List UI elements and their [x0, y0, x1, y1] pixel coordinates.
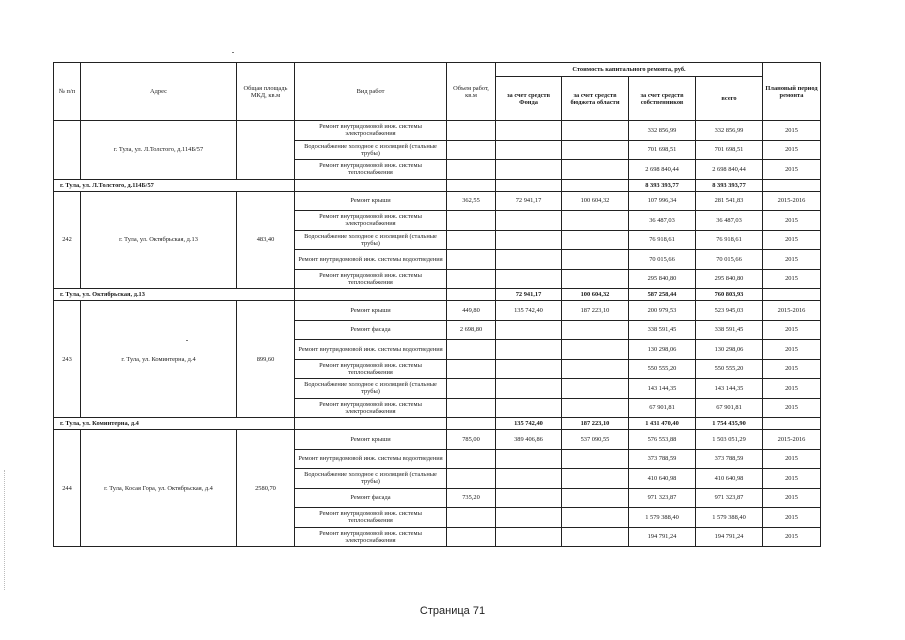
period-cell: 2015 [763, 160, 821, 180]
period-cell: 2015 [763, 469, 821, 489]
fund-cell: 72 941,17 [496, 191, 562, 211]
work-type-cell: Ремонт крыши [295, 301, 447, 321]
document-sheet [53, 62, 818, 547]
subtotal-total: 1 754 435,90 [696, 418, 763, 430]
owners-cell: 295 840,80 [629, 269, 696, 289]
owners-cell: 410 640,98 [629, 469, 696, 489]
region-cell [562, 121, 629, 141]
subtotal-fund: 135 742,40 [496, 418, 562, 430]
fund-cell [496, 379, 562, 399]
subtotal-region: 100 604,32 [562, 289, 629, 301]
period-cell: 2015 [763, 140, 821, 160]
work-type-cell: Ремонт фасада [295, 488, 447, 508]
table-row [54, 191, 821, 211]
total-cost-cell: 332 856,99 [696, 121, 763, 141]
area-cell: 899,60 [237, 301, 295, 418]
row-number [54, 121, 81, 180]
address-cell: г. Тула, Косая Гора, ул. Октябрьская, д.4 [81, 430, 237, 547]
row-number: 244 [54, 430, 81, 547]
total-cost-cell: 1 579 388,40 [696, 508, 763, 528]
subtotal-label: г. Тула, ул. Коминтерна, д.4 [54, 418, 295, 430]
period-cell: 2015 [763, 121, 821, 141]
owners-cell: 550 555,20 [629, 359, 696, 379]
subtotal-empty-cell [295, 179, 447, 191]
cost-group-header: Стоимость капитального ремонта, руб. [496, 63, 763, 77]
work-type-cell: Ремонт внутридомовой инж. системы теплоснабжения [295, 160, 447, 180]
volume-cell [447, 250, 496, 270]
work-type-cell: Водоснабжение холодное с изоляцией (стальные трубы) [295, 469, 447, 489]
period-cell: 2015 [763, 211, 821, 231]
fund-cell [496, 488, 562, 508]
subtotal-row [54, 418, 821, 430]
total-cost-cell: 2 698 840,44 [696, 160, 763, 180]
total-cost-cell: 67 901,81 [696, 398, 763, 418]
owners-cell: 332 856,99 [629, 121, 696, 141]
subtotal-empty-cell [295, 289, 447, 301]
owners-cell: 76 918,61 [629, 230, 696, 250]
col-owners-header: за счет средств собственников [629, 77, 696, 121]
col-work-type-header: Вид работ [295, 63, 447, 121]
region-cell [562, 449, 629, 469]
period-cell: 2015-2016 [763, 301, 821, 321]
period-cell: 2015 [763, 340, 821, 360]
subtotal-region [562, 179, 629, 191]
table-row [54, 430, 821, 450]
period-cell: 2015 [763, 359, 821, 379]
total-cost-cell: 36 487,03 [696, 211, 763, 231]
work-type-cell: Ремонт фасада [295, 320, 447, 340]
owners-cell: 130 298,06 [629, 340, 696, 360]
work-type-cell: Водоснабжение холодное с изоляцией (стальные трубы) [295, 379, 447, 399]
total-cost-cell: 295 840,80 [696, 269, 763, 289]
owners-cell: 67 901,81 [629, 398, 696, 418]
scan-speck [232, 52, 234, 53]
owners-cell: 200 979,53 [629, 301, 696, 321]
volume-cell [447, 398, 496, 418]
subtotal-owners: 8 393 393,77 [629, 179, 696, 191]
fund-cell: 389 406,86 [496, 430, 562, 450]
total-cost-cell: 410 640,98 [696, 469, 763, 489]
fund-cell [496, 140, 562, 160]
region-cell [562, 211, 629, 231]
period-cell: 2015 [763, 320, 821, 340]
subtotal-empty-cell [295, 418, 447, 430]
volume-cell [447, 160, 496, 180]
col-address-header: Адрес [81, 63, 237, 121]
subtotal-owners: 1 431 470,40 [629, 418, 696, 430]
region-cell [562, 320, 629, 340]
total-cost-cell: 143 144,35 [696, 379, 763, 399]
region-cell [562, 230, 629, 250]
volume-cell [447, 379, 496, 399]
address-cell: г. Тула, ул. Л.Толстого, д.114Б/57 [81, 121, 237, 180]
fund-cell [496, 469, 562, 489]
fund-cell [496, 449, 562, 469]
fund-cell [496, 211, 562, 231]
owners-cell: 70 015,66 [629, 250, 696, 270]
work-type-cell: Водоснабжение холодное с изоляцией (стальные трубы) [295, 140, 447, 160]
region-cell: 537 090,55 [562, 430, 629, 450]
owners-cell: 338 591,45 [629, 320, 696, 340]
row-number: 242 [54, 191, 81, 289]
work-type-cell: Ремонт крыши [295, 430, 447, 450]
subtotal-empty-cell [763, 418, 821, 430]
fund-cell [496, 250, 562, 270]
volume-cell [447, 140, 496, 160]
owners-cell: 701 698,51 [629, 140, 696, 160]
period-cell: 2015 [763, 488, 821, 508]
volume-cell [447, 527, 496, 547]
volume-cell [447, 211, 496, 231]
volume-cell [447, 469, 496, 489]
region-cell [562, 160, 629, 180]
subtotal-region: 187 223,10 [562, 418, 629, 430]
area-cell [237, 121, 295, 180]
total-cost-cell: 281 541,83 [696, 191, 763, 211]
work-type-cell: Водоснабжение холодное с изоляцией (стальные трубы) [295, 230, 447, 250]
subtotal-label: г. Тула, ул. Октябрьская, д.13 [54, 289, 295, 301]
region-cell: 187 223,10 [562, 301, 629, 321]
period-cell: 2015 [763, 269, 821, 289]
subtotal-row [54, 179, 821, 191]
volume-cell [447, 230, 496, 250]
subtotal-empty-cell [763, 289, 821, 301]
region-cell [562, 340, 629, 360]
subtotal-total: 8 393 393,77 [696, 179, 763, 191]
period-cell: 2015 [763, 449, 821, 469]
volume-cell [447, 359, 496, 379]
volume-cell [447, 449, 496, 469]
fund-cell: 135 742,40 [496, 301, 562, 321]
period-cell: 2015 [763, 379, 821, 399]
col-area-header: Общая площадь МКД, кв.м [237, 63, 295, 121]
volume-cell [447, 340, 496, 360]
region-cell [562, 469, 629, 489]
work-type-cell: Ремонт внутридомовой инж. системы водоотведения [295, 449, 447, 469]
col-fund-header: за счет средств Фонда [496, 77, 562, 121]
fund-cell [496, 398, 562, 418]
subtotal-empty-cell [763, 179, 821, 191]
owners-cell: 194 791,24 [629, 527, 696, 547]
volume-cell: 449,80 [447, 301, 496, 321]
work-type-cell: Ремонт внутридомовой инж. системы водоотведения [295, 340, 447, 360]
period-cell: 2015 [763, 527, 821, 547]
fund-cell [496, 527, 562, 547]
region-cell [562, 488, 629, 508]
work-type-cell: Ремонт внутридомовой инж. системы теплоснабжения [295, 508, 447, 528]
col-num-header: № п/п [54, 63, 81, 121]
volume-cell: 735,20 [447, 488, 496, 508]
volume-cell: 785,00 [447, 430, 496, 450]
owners-cell: 1 579 388,40 [629, 508, 696, 528]
subtotal-fund: 72 941,17 [496, 289, 562, 301]
table-body [54, 121, 821, 547]
owners-cell: 373 788,59 [629, 449, 696, 469]
subtotal-label: г. Тула, ул. Л.Толстого, д.114Б/57 [54, 179, 295, 191]
total-cost-cell: 194 791,24 [696, 527, 763, 547]
work-type-cell: Ремонт внутридомовой инж. системы электроснабжения [295, 398, 447, 418]
period-cell: 2015 [763, 398, 821, 418]
total-cost-cell: 701 698,51 [696, 140, 763, 160]
total-cost-cell: 130 298,06 [696, 340, 763, 360]
col-period-header: Плановый период ремонта [763, 63, 821, 121]
volume-cell: 362,55 [447, 191, 496, 211]
region-cell [562, 269, 629, 289]
fund-cell [496, 269, 562, 289]
col-region-header: за счет средств бюджета области [562, 77, 629, 121]
region-cell [562, 359, 629, 379]
owners-cell: 107 996,34 [629, 191, 696, 211]
fund-cell [496, 508, 562, 528]
address-cell: г. Тула, ул. Коминтерна, д.4 [81, 301, 237, 418]
subtotal-total: 760 803,93 [696, 289, 763, 301]
subtotal-empty-cell [447, 289, 496, 301]
period-cell: 2015-2016 [763, 191, 821, 211]
owners-cell: 971 323,87 [629, 488, 696, 508]
total-cost-cell: 971 323,87 [696, 488, 763, 508]
row-number: 243 [54, 301, 81, 418]
owners-cell: 2 698 840,44 [629, 160, 696, 180]
subtotal-empty-cell [447, 179, 496, 191]
region-cell [562, 527, 629, 547]
fund-cell [496, 121, 562, 141]
work-type-cell: Ремонт крыши [295, 191, 447, 211]
address-cell: г. Тула, ул. Октябрьская, д.13 [81, 191, 237, 289]
total-cost-cell: 1 503 051,29 [696, 430, 763, 450]
work-type-cell: Ремонт внутридомовой инж. системы электроснабжения [295, 121, 447, 141]
subtotal-empty-cell [447, 418, 496, 430]
owners-cell: 36 487,03 [629, 211, 696, 231]
work-type-cell: Ремонт внутридомовой инж. системы электроснабжения [295, 211, 447, 231]
scan-edge-marks [4, 470, 6, 590]
volume-cell [447, 121, 496, 141]
total-cost-cell: 338 591,45 [696, 320, 763, 340]
work-type-cell: Ремонт внутридомовой инж. системы теплоснабжения [295, 269, 447, 289]
total-cost-cell: 523 945,03 [696, 301, 763, 321]
subtotal-row [54, 289, 821, 301]
col-total-header: всего [696, 77, 763, 121]
volume-cell: 2 698,80 [447, 320, 496, 340]
period-cell: 2015 [763, 250, 821, 270]
volume-cell [447, 269, 496, 289]
fund-cell [496, 230, 562, 250]
subtotal-fund [496, 179, 562, 191]
table-row [54, 121, 821, 141]
region-cell: 100 604,32 [562, 191, 629, 211]
volume-cell [447, 508, 496, 528]
area-cell: 483,40 [237, 191, 295, 289]
fund-cell [496, 320, 562, 340]
total-cost-cell: 550 555,20 [696, 359, 763, 379]
page-footer: Страница 71 [419, 605, 486, 617]
owners-cell: 143 144,35 [629, 379, 696, 399]
period-cell: 2015 [763, 508, 821, 528]
work-type-cell: Ремонт внутридомовой инж. системы водоотведения [295, 250, 447, 270]
table-row [54, 301, 821, 321]
total-cost-cell: 70 015,66 [696, 250, 763, 270]
region-cell [562, 250, 629, 270]
period-cell: 2015-2016 [763, 430, 821, 450]
fund-cell [496, 160, 562, 180]
region-cell [562, 398, 629, 418]
work-type-cell: Ремонт внутридомовой инж. системы электроснабжения [295, 527, 447, 547]
owners-cell: 576 553,88 [629, 430, 696, 450]
subtotal-owners: 587 258,44 [629, 289, 696, 301]
period-cell: 2015 [763, 230, 821, 250]
col-volume-header: Объем работ, кв.м [447, 63, 496, 121]
region-cell [562, 140, 629, 160]
fund-cell [496, 340, 562, 360]
work-type-cell: Ремонт внутридомовой инж. системы теплоснабжения [295, 359, 447, 379]
repair-cost-table [53, 62, 821, 547]
scan-speck [186, 340, 188, 341]
total-cost-cell: 76 918,61 [696, 230, 763, 250]
region-cell [562, 508, 629, 528]
fund-cell [496, 359, 562, 379]
total-cost-cell: 373 788,59 [696, 449, 763, 469]
area-cell: 2580,70 [237, 430, 295, 547]
region-cell [562, 379, 629, 399]
